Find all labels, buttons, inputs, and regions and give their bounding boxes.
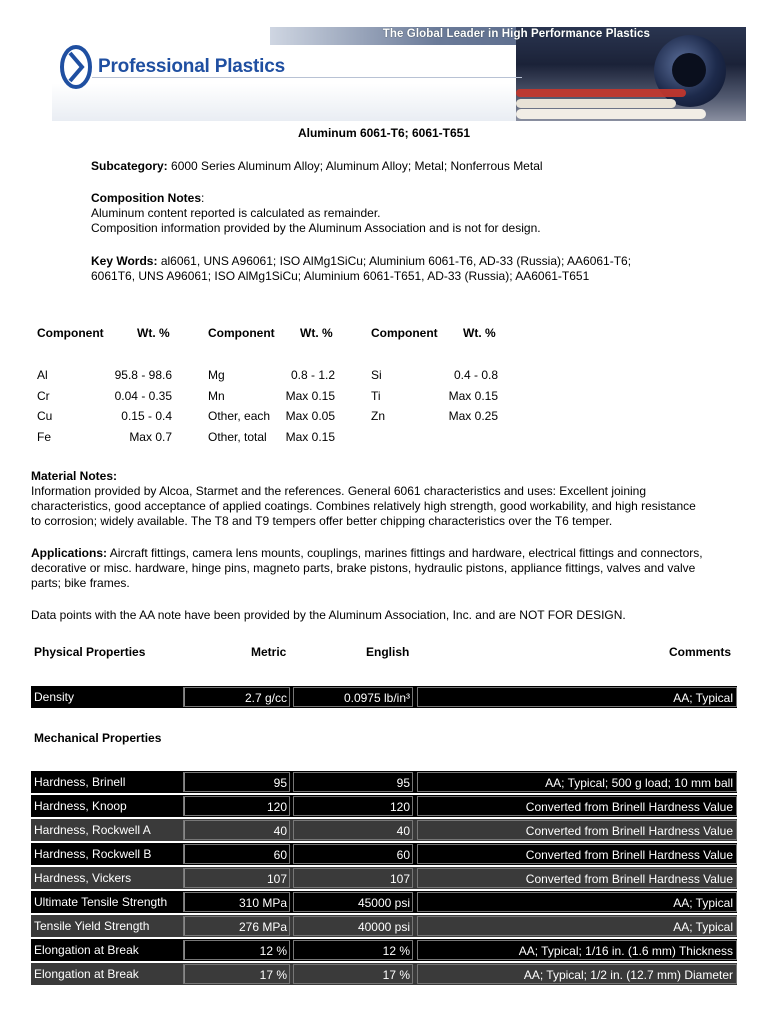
property-comments: Converted from Brinell Hardness Value [417,844,737,864]
key-words-label: Key Words: [91,254,158,268]
aa-note: Data points with the AA note have been provided by the Aluminum Association, Inc. and are NOT FOR DESIGN. [31,608,626,622]
table-row [31,686,737,708]
property-metric: 40 [183,820,290,840]
banner-tagline: The Global Leader in High Performance Plastics [382,28,650,40]
comp-value: 0.04 - 0.35 [114,389,172,403]
property-metric: 120 [183,796,290,816]
subcategory [91,159,543,174]
logo-icon [58,43,94,91]
property-metric: 2.7 g/cc [183,687,290,707]
comp-value: Max 0.15 [285,389,335,403]
composition-notes-line2: Composition information provided by the Aluminum Association and is not for design. [91,221,541,235]
key-words-line2: 6061T6, UNS A96061; ISO AlMg1SiCu; Aluminium 6061-T651, AD-33 (Russia); AA6061-T651 [91,269,590,283]
table-row [31,939,737,961]
page-title: Aluminum 6061-T6; 6061-T651 [297,126,471,140]
composition-notes-label: Composition Notes [91,191,201,205]
property-comments: Converted from Brinell Hardness Value [417,796,737,816]
comp-header-component-2: Component [208,326,275,340]
property-english: 45000 psi [293,892,413,912]
comp-element: Si [371,368,382,382]
key-words [91,254,631,284]
property-name: Hardness, Vickers [31,868,185,888]
property-metric: 95 [183,772,290,792]
property-name: Hardness, Knoop [31,796,185,816]
property-english: 0.0975 lb/in³ [293,687,413,707]
subcategory-label: Subcategory: [91,159,168,173]
comp-value: Max 0.7 [129,430,172,444]
comp-element: Al [37,368,48,382]
property-english: 12 % [293,940,413,960]
comp-header-wt-2: Wt. % [300,326,333,340]
property-comments: AA; Typical [417,892,737,912]
property-name: Hardness, Rockwell B [31,844,185,864]
property-english: 17 % [293,964,413,984]
property-metric: 12 % [183,940,290,960]
mechanical-header: Mechanical Properties [34,731,162,745]
applications-label: Applications: [31,546,108,560]
table-row [31,819,737,841]
comp-value: 95.8 - 98.6 [114,368,172,382]
brand-name: Professional Plastics [98,56,285,77]
physical-header-metric: Metric [251,645,287,659]
comp-value: Max 0.25 [448,409,498,423]
material-notes-label: Material Notes: [31,469,118,483]
property-name: Tensile Yield Strength [31,916,185,936]
property-metric: 276 MPa [183,916,290,936]
table-row [31,843,737,865]
property-comments: AA; Typical [417,916,737,936]
table-row [31,867,737,889]
property-name: Ultimate Tensile Strength [31,892,185,912]
composition-notes: Composition Notes: Aluminum content reported is calculated as remainder. Composition information provided by the Aluminum Association and is not for design. [91,191,541,235]
property-metric: 17 % [183,964,290,984]
header-banner [52,27,746,121]
property-metric: 60 [183,844,290,864]
property-name: Hardness, Rockwell A [31,820,185,840]
table-row [31,963,737,985]
property-english: 120 [293,796,413,816]
comp-element: Mn [208,389,225,403]
physical-header-english: English [366,645,410,659]
comp-element: Zn [371,409,386,423]
property-english: 60 [293,844,413,864]
property-comments: AA; Typical; 1/16 in. (1.6 mm) Thickness [417,940,737,960]
comp-value: Max 0.15 [448,389,498,403]
property-comments: Converted from Brinell Hardness Value [417,868,737,888]
property-name: Elongation at Break [31,940,185,960]
table-row [31,891,737,913]
table-row [31,795,737,817]
property-english: 95 [293,772,413,792]
physical-header-comments: Comments [669,645,732,659]
property-comments: AA; Typical [417,687,737,707]
comp-value: 0.15 - 0.4 [121,409,172,423]
comp-value: Max 0.15 [285,430,335,444]
property-english: 40 [293,820,413,840]
property-metric: 310 MPa [183,892,290,912]
table-row [31,771,737,793]
property-name: Hardness, Brinell [31,772,185,792]
comp-element: Other, each [208,409,271,423]
key-words-line1: al6061, UNS A96061; ISO AlMg1SiCu; Aluminium 6061-T6, AD-33 (Russia); AA6061-T6; [160,254,632,268]
comp-element: Cu [37,409,53,423]
material-notes: Material Notes: Information provided by Alcoa, Starmet and the references. General 6061 characteristics and uses: Excellent joining characteristics, good acceptance of applied coatings. Combines relatively high strength, good workability, and high resistance to corrosion; widely available. The T8 and T9 tempers offer better chipping characteristics over the T6 temper. [31,469,696,528]
comp-element: Cr [37,389,50,403]
comp-header-component-3: Component [371,326,438,340]
property-english: 40000 psi [293,916,413,936]
property-comments: Converted from Brinell Hardness Value [417,820,737,840]
comp-value: Max 0.05 [285,409,335,423]
comp-header-component-1: Component [37,326,104,340]
property-comments: AA; Typical; 1/2 in. (12.7 mm) Diameter [417,964,737,984]
applications: Applications: Aircraft fittings, camera lens mounts, couplings, marines fittings and hardware, electrical fittings and connectors, decorative or misc. hardware, hinge pins, magneto parts, brake pistons, hydraulic pistons, appliance fittings, valves and valve parts; bike frames. [31,546,703,590]
property-english: 107 [293,868,413,888]
comp-header-wt-1: Wt. % [137,326,170,340]
comp-element: Other, total [208,430,267,444]
property-name: Elongation at Break [31,964,185,984]
comp-element: Mg [208,368,225,382]
comp-value: 0.4 - 0.8 [453,368,498,382]
physical-header-name: Physical Properties [34,645,146,659]
table-row [31,915,737,937]
property-comments: AA; Typical; 500 g load; 10 mm ball [417,772,737,792]
property-name: Density [31,687,185,707]
comp-element: Fe [37,430,52,444]
comp-value: 0.8 - 1.2 [290,368,335,382]
property-metric: 107 [183,868,290,888]
comp-header-wt-3: Wt. % [463,326,496,340]
comp-element: Ti [371,389,381,403]
subcategory-value: 6000 Series Aluminum Alloy; Aluminum Alloy; Metal; Nonferrous Metal [171,159,543,173]
composition-notes-line1: Aluminum content reported is calculated as remainder. [91,206,381,220]
